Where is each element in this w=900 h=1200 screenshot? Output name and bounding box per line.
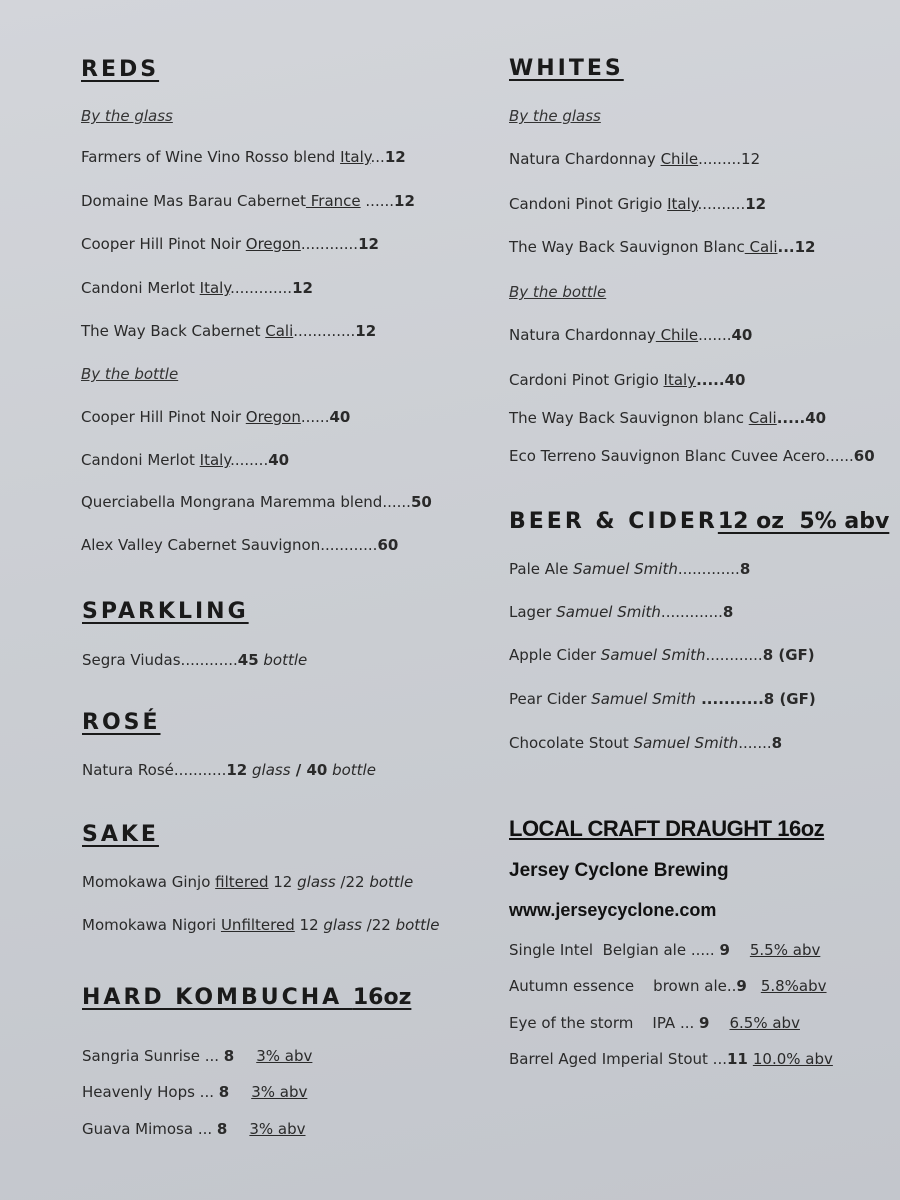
wine-name: The Way Back Cabernet: [81, 322, 266, 340]
beer-kind: Apple Cider: [509, 646, 601, 664]
wine-name: The Way Back Sauvignon Blanc: [509, 238, 745, 256]
reds-heading: REDS: [81, 57, 160, 82]
wine-name: Eco Terreno Sauvignon Blanc Cuvee Acero: [509, 447, 826, 465]
wine-origin: Chile: [660, 150, 699, 168]
price-unit: bottle: [390, 916, 440, 934]
reds-bottle-item: [81, 451, 289, 469]
reds-glass-item: [81, 279, 313, 297]
wine-name: Cooper Hill Pinot Noir: [81, 235, 246, 253]
leader-dots: ............: [705, 646, 763, 664]
kombucha-title: HARD KOMBUCHA: [82, 985, 353, 1010]
beer-item: [509, 603, 733, 621]
whites-glass-item: [509, 195, 766, 213]
leader-dots: .............: [230, 279, 293, 297]
beer-kind: Lager: [509, 603, 557, 621]
kombucha-item: [82, 1083, 307, 1101]
draught-item: [509, 941, 820, 959]
wine-name: Segra Viudas: [82, 651, 181, 669]
wine-origin: Chile: [655, 326, 699, 344]
wine-name: Farmers of Wine Vino Rosso blend: [81, 148, 341, 166]
leader-dots: ...........: [695, 690, 764, 708]
leader-dots: ...........: [173, 761, 227, 779]
draught-name: Autumn essence brown ale..: [509, 977, 737, 995]
beer-title: BEER & CIDER: [509, 509, 718, 534]
wine-origin: Italy: [199, 279, 231, 297]
glass-price: 12: [268, 873, 293, 891]
wine-price: 12: [292, 279, 313, 297]
wine-origin: Italy: [663, 371, 697, 389]
wine-price: 12: [745, 195, 767, 213]
whites-bottle-item: [509, 447, 875, 465]
wine-name: Alex Valley Cabernet Sauvignon: [81, 536, 321, 554]
brewery-website: www.jerseycyclone.com: [509, 900, 717, 920]
reds-glass-item: [81, 148, 406, 166]
beer-price: 8: [771, 734, 783, 752]
draught-item: [509, 1050, 833, 1068]
sake-name: Momokawa Ginjo: [82, 873, 216, 891]
reds-bottle-item: [81, 536, 398, 554]
draught-price: 9: [736, 977, 747, 995]
reds-bottle-item: [81, 408, 350, 426]
wine-price: 40: [724, 371, 746, 389]
draught-name: Eye of the storm IPA ...: [509, 1014, 700, 1032]
draught-abv: 6.5% abv: [729, 1014, 800, 1032]
rose-heading: ROSÉ: [82, 710, 161, 735]
beer-kind: Pear Cider: [509, 690, 592, 708]
leader-dots: ......: [382, 493, 411, 511]
wine-name: Domaine Mas Barau Cabernet: [81, 192, 306, 210]
beer-price: 8: [762, 646, 774, 664]
wine-name: Cardoni Pinot Grigio: [509, 371, 664, 389]
kombucha-price: 8: [223, 1047, 235, 1065]
wine-price: 40: [268, 451, 290, 469]
glass-price: 12: [294, 916, 319, 934]
kombucha-name: Heavenly Hops ...: [82, 1083, 219, 1101]
wine-price: 50: [410, 493, 432, 511]
wine-origin: Oregon: [245, 408, 301, 426]
draught-name: Single Intel Belgian ale .....: [509, 941, 720, 959]
whites-glass-item: [509, 238, 815, 256]
leader-dots: ...: [370, 148, 385, 166]
price-unit: glass: [247, 761, 291, 779]
draught-abv: 5.8%abv: [760, 977, 827, 995]
beer-kind: Chocolate Stout: [509, 734, 634, 752]
price-unit: bottle: [327, 761, 376, 779]
leader-dots: .............: [660, 603, 723, 621]
leader-dots: ............: [300, 235, 359, 253]
glass-price: 12: [226, 761, 248, 779]
price-separator: /: [335, 873, 346, 891]
sake-item: [82, 916, 439, 934]
leader-dots: ......: [360, 192, 395, 210]
wine-price: 12: [355, 322, 377, 340]
wine-price: 12: [741, 150, 761, 168]
whites-bottle-item: [509, 371, 745, 389]
reds-glass-label: By the glass: [81, 107, 173, 125]
sake-heading: SAKE: [82, 822, 159, 847]
leader-dots: .............: [677, 560, 740, 578]
leader-dots: .........: [698, 150, 742, 168]
draught-abv: 5.5% abv: [749, 941, 821, 959]
whites-glass-label: By the glass: [509, 107, 601, 125]
leader-dots: ...: [777, 238, 795, 256]
wine-price: 12: [794, 238, 816, 256]
wine-origin: Italy: [667, 195, 698, 213]
reds-glass-item: [81, 235, 379, 253]
sake-item: [82, 873, 413, 891]
beer-brand: Samuel Smith: [556, 603, 661, 621]
price-separator: /: [361, 916, 372, 934]
leader-dots: ........: [230, 451, 269, 469]
beer-item: [509, 734, 782, 752]
wine-price: 60: [377, 536, 399, 554]
kombucha-size: 16oz: [352, 985, 412, 1010]
wine-name: Natura Chardonnay: [509, 326, 656, 344]
beer-note: (GF): [773, 646, 815, 664]
leader-dots: ......: [300, 408, 330, 426]
beer-size-abv: 12 oz 5% abv: [717, 509, 890, 534]
wine-price: 40: [805, 409, 827, 427]
leader-dots: ............: [320, 536, 378, 554]
beer-brand: Samuel Smith: [573, 560, 678, 578]
beer-price: 8: [763, 690, 775, 708]
wine-name: Natura Chardonnay: [509, 150, 661, 168]
draught-price: 9: [719, 941, 730, 959]
wine-origin: Cali: [748, 409, 777, 427]
kombucha-abv: 3% abv: [249, 1120, 306, 1138]
beer-kind: Pale Ale: [509, 560, 574, 578]
bottle-price: 22: [345, 873, 365, 891]
local-heading: LOCAL CRAFT DRAUGHT 16oz: [509, 816, 825, 841]
price-unit: glass: [318, 916, 362, 934]
wine-name: Candoni Merlot: [81, 279, 200, 297]
bottle-price: 40: [306, 761, 328, 779]
wine-name: Natura Rosé: [82, 761, 174, 779]
beer-brand: Samuel Smith: [633, 734, 739, 752]
wine-origin: France: [305, 192, 361, 210]
sparkling-heading: SPARKLING: [82, 599, 249, 624]
kombucha-name: Sangria Sunrise ...: [82, 1047, 224, 1065]
wine-price: 12: [394, 192, 415, 210]
draught-price: 9: [699, 1014, 710, 1032]
wine-origin: Oregon: [245, 235, 301, 253]
reds-glass-item: [81, 322, 376, 340]
whites-bottle-item: [509, 409, 826, 427]
wine-name: Candoni Pinot Grigio: [509, 195, 668, 213]
whites-bottle-label: By the bottle: [509, 283, 607, 301]
kombucha-item: [82, 1120, 306, 1138]
reds-bottle-label: By the bottle: [81, 365, 179, 383]
price-separator: /: [290, 761, 307, 779]
price-unit: glass: [292, 873, 336, 891]
leader-dots: .......: [698, 326, 732, 344]
sake-filter: Unfiltered: [220, 916, 295, 934]
wine-name: Candoni Merlot: [81, 451, 200, 469]
whites-glass-item: [509, 150, 760, 168]
wine-price: 60: [853, 447, 875, 465]
wine-name: The Way Back Sauvignon blanc: [509, 409, 749, 427]
wine-origin: Italy: [340, 148, 371, 166]
beer-price: 8: [722, 603, 734, 621]
beer-price: 8: [739, 560, 751, 578]
kombucha-item: [82, 1047, 312, 1065]
price-unit: bottle: [258, 651, 308, 669]
sake-name: Momokawa Nigori: [82, 916, 221, 934]
kombucha-abv: 3% abv: [251, 1083, 308, 1101]
draught-item: [509, 1014, 800, 1032]
draught-name: Barrel Aged Imperial Stout ...: [509, 1050, 727, 1068]
price-unit: bottle: [364, 873, 414, 891]
kombucha-heading: [82, 985, 411, 1010]
beer-item: [509, 646, 815, 664]
wine-name: Cooper Hill Pinot Noir: [81, 408, 246, 426]
kombucha-price: 8: [216, 1120, 228, 1138]
beer-brand: Samuel Smith: [591, 690, 696, 708]
beer-brand: Samuel Smith: [600, 646, 706, 664]
reds-bottle-item: [81, 493, 432, 511]
draught-abv: 10.0% abv: [752, 1050, 833, 1068]
sparkling-item: [82, 651, 307, 669]
kombucha-price: 8: [218, 1083, 230, 1101]
sake-filter: filtered: [215, 873, 269, 891]
wine-price: 12: [384, 148, 406, 166]
wine-price: 40: [329, 408, 351, 426]
leader-dots: .....: [776, 409, 806, 427]
wine-price: 12: [358, 235, 379, 253]
leader-dots: ..........: [697, 195, 746, 213]
leader-dots: ............: [180, 651, 238, 669]
beer-item: [509, 560, 750, 578]
wine-origin: Cali: [265, 322, 294, 340]
draught-item: [509, 977, 827, 995]
wine-price: 40: [731, 326, 753, 344]
wine-origin: Italy: [199, 451, 231, 469]
wine-name: Querciabella Mongrana Maremma blend: [81, 493, 383, 511]
kombucha-name: Guava Mimosa ...: [82, 1120, 217, 1138]
wine-origin: Cali: [744, 238, 778, 256]
brewery-name: Jersey Cyclone Brewing: [509, 860, 729, 881]
whites-heading: WHITES: [509, 56, 624, 81]
wine-price: 45: [237, 651, 259, 669]
kombucha-abv: 3% abv: [256, 1047, 313, 1065]
leader-dots: ......: [825, 447, 854, 465]
rose-item: [82, 761, 376, 779]
bottle-price: 22: [371, 916, 391, 934]
leader-dots: .....: [696, 371, 725, 389]
beer-heading: [509, 509, 889, 534]
leader-dots: .......: [738, 734, 772, 752]
leader-dots: .............: [293, 322, 356, 340]
whites-bottle-item: [509, 326, 752, 344]
draught-price: 11: [726, 1050, 748, 1068]
reds-glass-item: [81, 192, 415, 210]
beer-item: [509, 690, 816, 708]
beer-note: (GF): [774, 690, 816, 708]
